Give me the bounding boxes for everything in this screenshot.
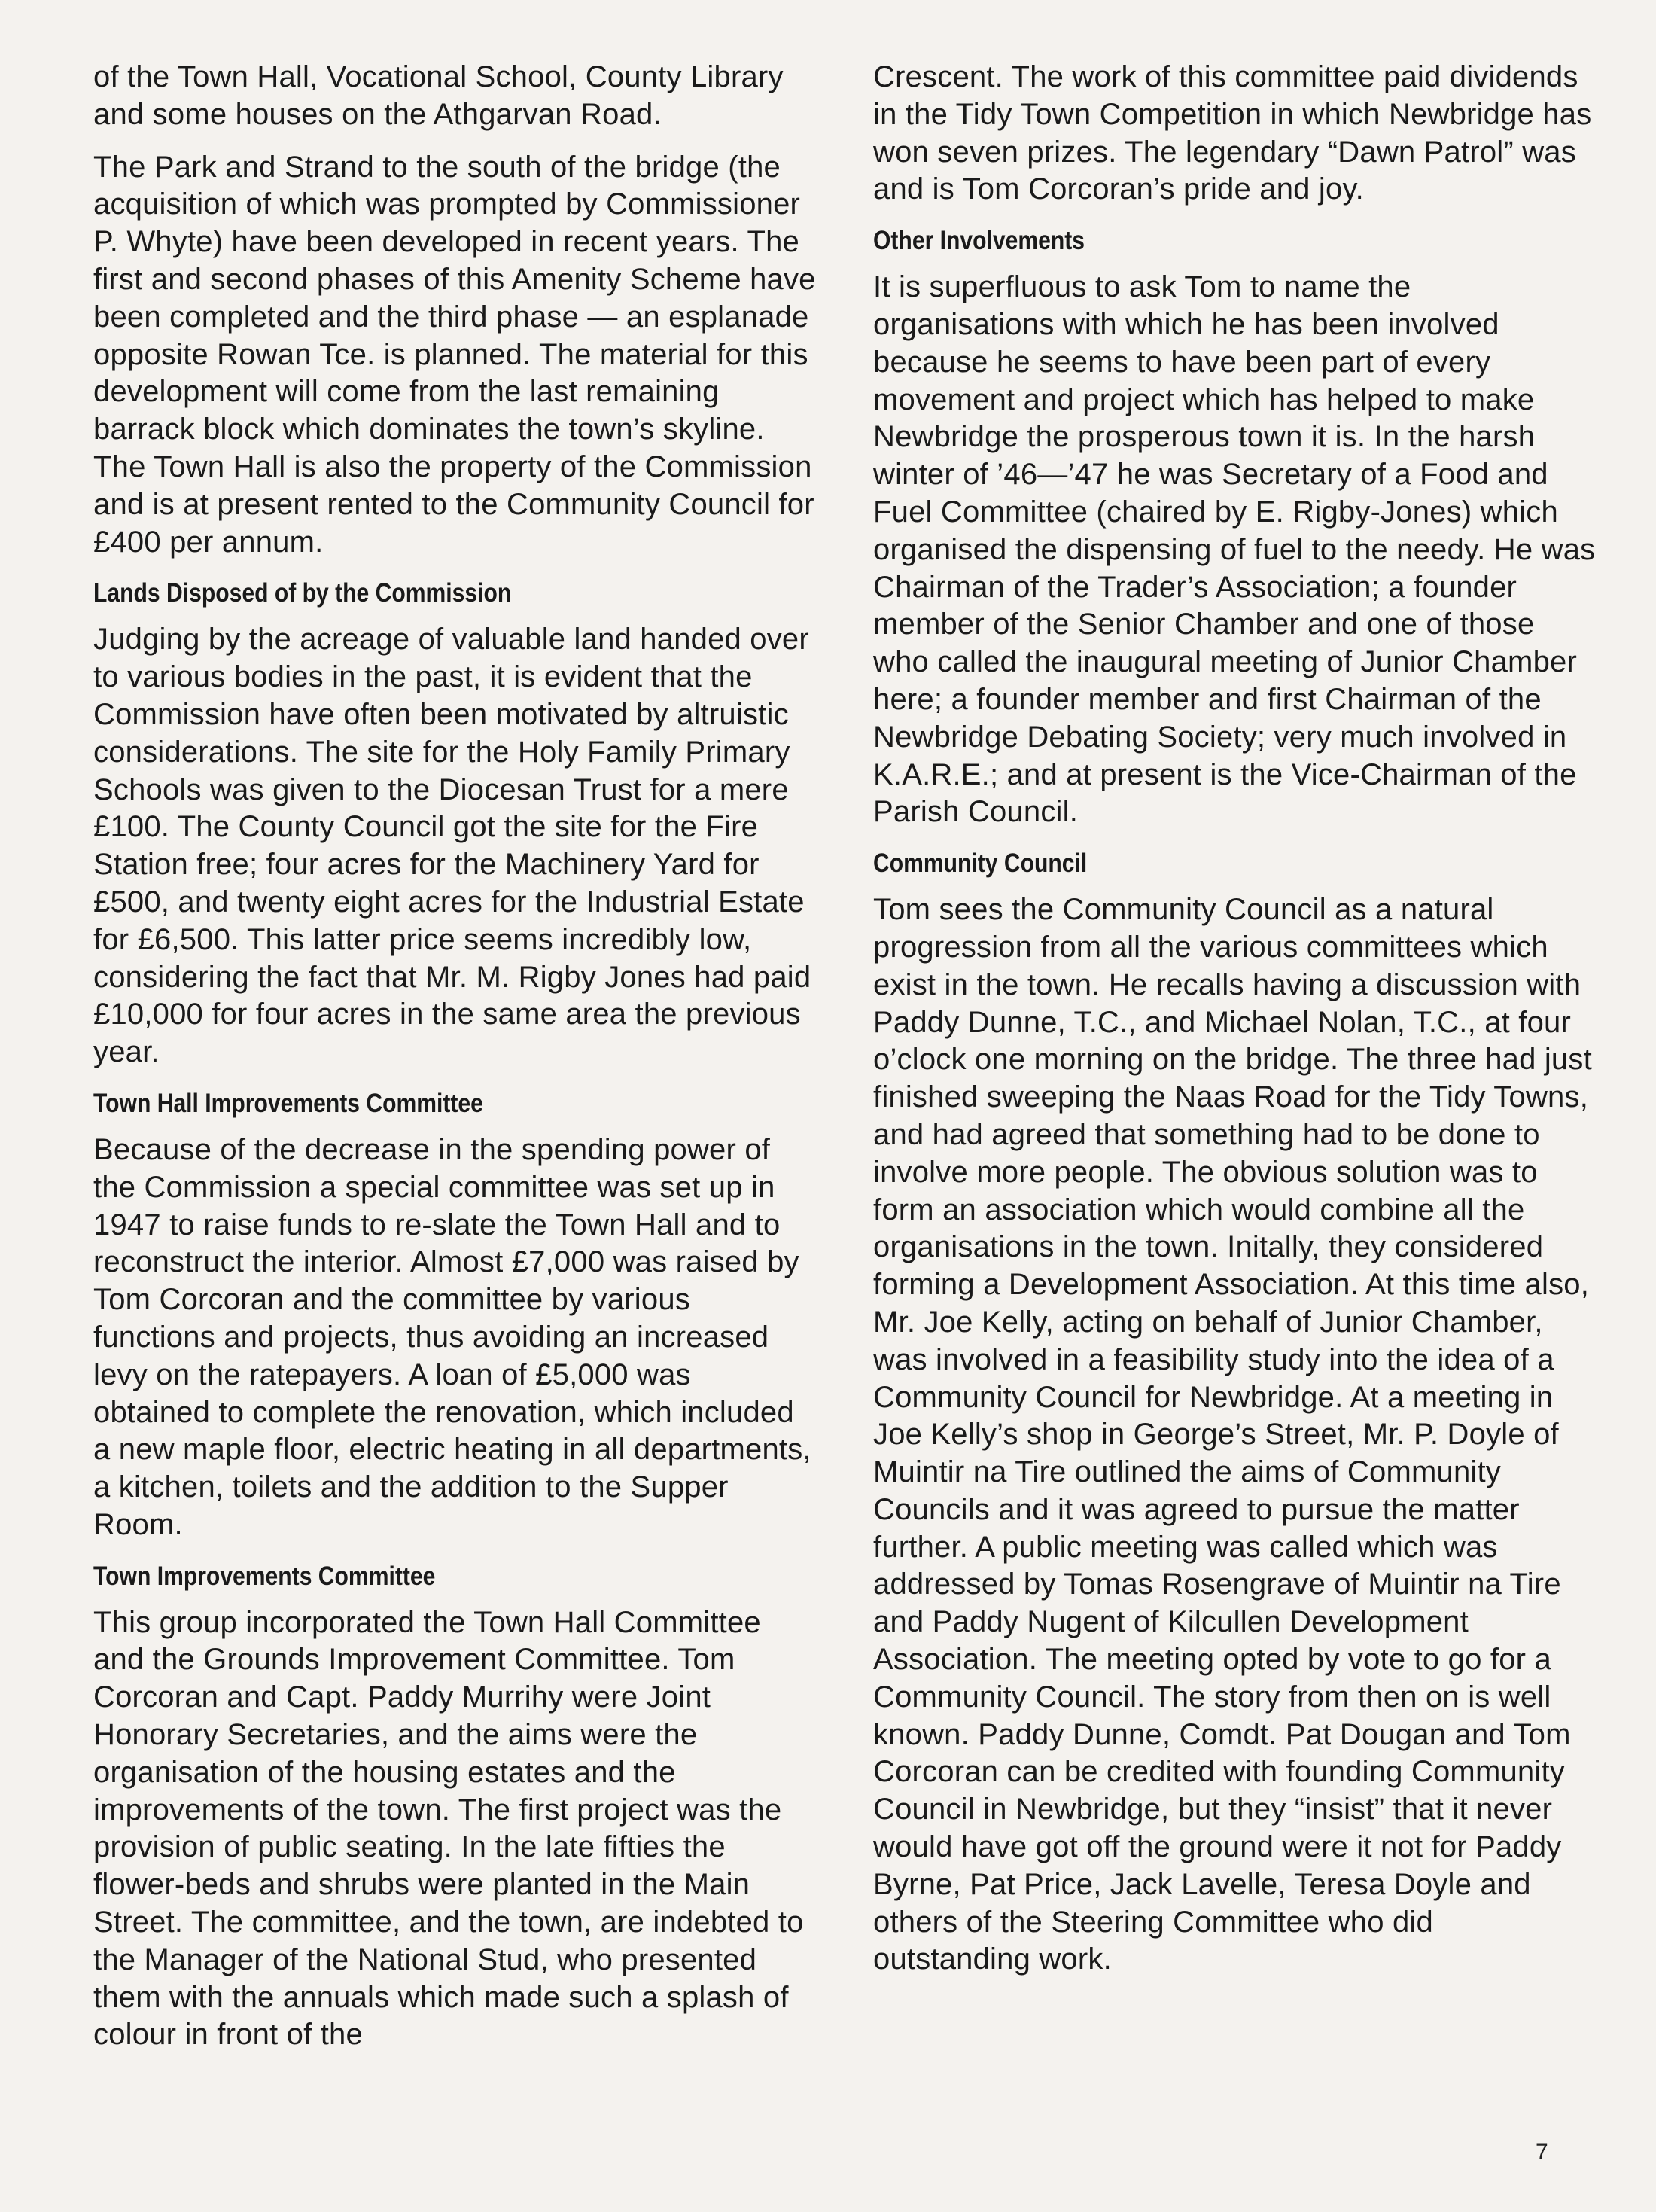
section-heading: Other Involvements xyxy=(873,226,1085,256)
section-heading: Town Improvements Committee xyxy=(93,1561,436,1591)
paragraph: This group incorporated the Town Hall Committee and the Grounds Improvement Committee. Tom Corcoran and Capt. Paddy Murrihy were Joint Honorary Secretaries, and the aims were the organisation of the housing estates and the improvements of the town. The first project was the provision of public seating. In the late fifties the flower-beds and shrubs were planted in the Main Street. The committee, and the town, are indebted to the Manager of the National Stud, who presented them with the annuals which made such a splash of colour in front of the xyxy=(93,1605,804,2052)
paragraph: Tom sees the Community Council as a natural progression from all the various committees which exist in the town. He recalls having a discussion with Paddy Dunne, T.C., and Michael Nolan, T.C., at four o’clock one morning on the bridge. The three had just finished sweeping the Naas Road for the Tidy Towns, and had agreed that something had to be done to involve more people. The obvious solution was to form an association which would combine all the organisations in the town. Initally, they considered forming a Development Association. At this time also, Mr. Joe Kelly, acting on behalf of Junior Chamber, was involved in a feasibility study into the idea of a Community Council for Newbridge. At a meeting in Joe Kelly’s shop in George’s Street, Mr. P. Doyle of Muintir na Tire outlined the aims of Community Councils and it was agreed to pursue the matter further. A public meeting was called which was addressed by Tomas Rosengrave of Muintir na Tire and Paddy Nugent of Kilcullen Development Association. The meeting opted by vote to go for a Community Council. The story from then on is well known. Paddy Dunne, Comdt. Pat Dougan and Tom Corcoran can be credited with founding Community Council in Newbridge, but they “insist” that it never would have got off the ground were it not for Paddy Byrne, Pat Price, Jack Lavelle, Teresa Doyle and others of the Steering Committee who did outstanding work. xyxy=(873,893,1592,1976)
left-column xyxy=(93,59,816,2069)
section-heading: Town Hall Improvements Committee xyxy=(93,1088,483,1118)
page-number: 7 xyxy=(1536,2140,1548,2165)
paragraph: Judging by the acreage of valuable land handed over to various bodies in the past, it is evident that the Commission have often been motivated by altruistic considerations. The site for the Holy Family Primary Schools was given to the Diocesan Trust for a mere £100. The County Council got the site for the Fire Station free; four acres for the Machinery Yard for £500, and twenty eight acres for the Industrial Estate for £6,500. This latter price seems incredibly low, considering the fact that Mr. M. Rigby Jones had paid £10,000 for four acres in the same area the previous year. xyxy=(93,623,811,1069)
paragraph: Because of the decrease in the spending power of the Commission a special committee was set up in 1947 to raise funds to re-slate the Town Hall and to reconstruct the interior. Almost £7,000 was raised by Tom Corcoran and the committee by various functions and projects, thus avoiding an increased levy on the ratepayers. A loan of £5,000 was obtained to complete the renovation, which included a new maple floor, electric heating in all departments, a kitchen, toilets and the addition to the Supper Room. xyxy=(93,1132,811,1541)
section-heading: Lands Disposed of by the Commission xyxy=(93,578,512,608)
paragraph: of the Town Hall, Vocational School, County Library and some houses on the Athgarvan Road. xyxy=(93,60,784,131)
paragraph: Crescent. The work of this committee paid dividends in the Tidy Town Competition in which Newbridge has won seven prizes. The legendary “Dawn Patrol” was and is Tom Corcoran’s pride and joy. xyxy=(873,60,1592,206)
paragraph: It is superfluous to ask Tom to name the organisations with which he has been involved because he seems to have been part of every movement and project which has helped to make Newbridge the prosperous town it is. In the harsh winter of ’46—’47 he was Secretary of a Food and Fuel Committee (chaired by E. Rigby-Jones) which organised the dispensing of fuel to the needy. He was Chairman of the Trader’s Association; a founder member of the Senior Chamber and one of those who called the inaugural meeting of Junior Chamber here; a founder member and first Chairman of the Newbridge Debating Society; very much involved in K.A.R.E.; and at present is the Vice-Chairman of the Parish Council. xyxy=(873,270,1596,829)
right-column xyxy=(873,59,1596,1994)
section-heading: Community Council xyxy=(873,849,1088,879)
paragraph: The Park and Strand to the south of the bridge (the acquisition of which was prompted by Commissioner P. Whyte) have been developed in recent years. The first and second phases of this Amenity Scheme have been completed and the third phase — an esplanade opposite Rowan Tce. is planned. The material for this development will come from the last remaining barrack block which dominates the town’s skyline. The Town Hall is also the property of the Commission and is at present rented to the Community Council for £400 per annum. xyxy=(93,150,816,559)
